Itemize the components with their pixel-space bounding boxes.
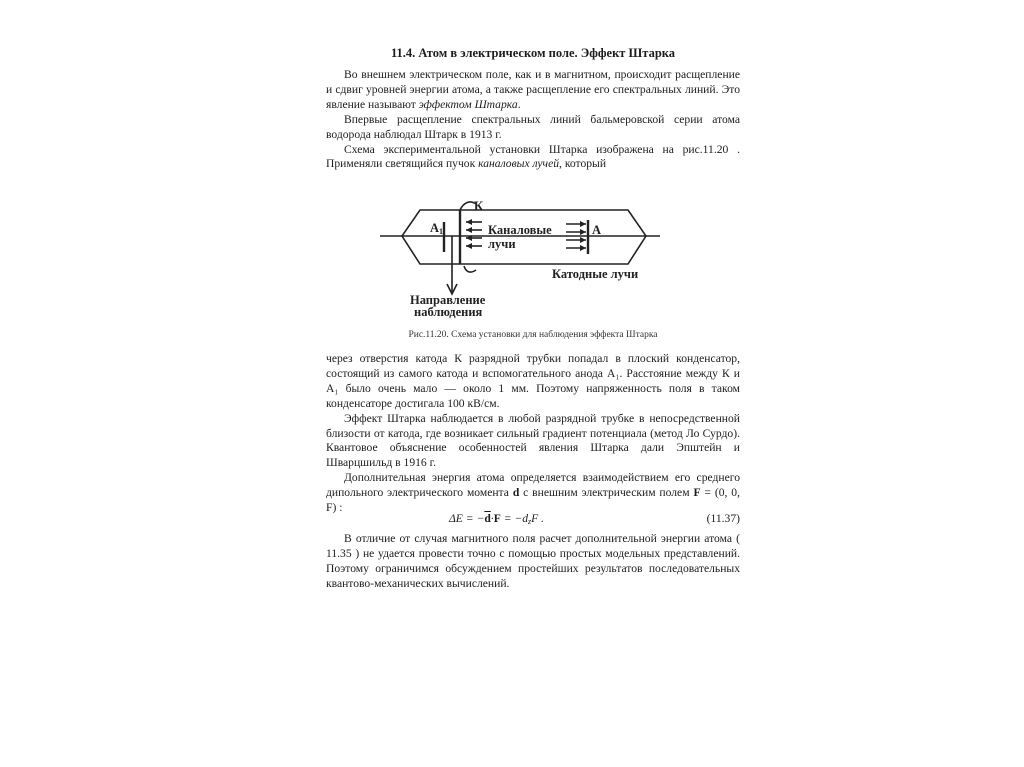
figure-caption: Рис.11.20. Схема установки для наблюдения эффекта Штарка [408, 330, 658, 340]
paragraph-2: Впервые расщепление спектральных линий бальмеровской серии атома водорода наблюдал Штарк в 1913 г. [326, 112, 740, 141]
label-cathode-rays: Катодные лучи [552, 267, 639, 281]
intro-text [326, 68, 740, 172]
label-k: К [474, 199, 484, 213]
label-canal-rays-2: лучи [488, 237, 516, 251]
label-canal-rays-1: Каналовые [488, 223, 552, 237]
equation-11-37 [326, 512, 740, 528]
paragraph-7: В отличие от случая магнитного поля расчет дополнительной энергии атома ( 11.35 ) не удается провести точно с помощью простых модельных представлений. Поэтому ограничимся обсуждением простейших результатов последовательных квантово-механических вычислений. [326, 532, 740, 590]
section-heading: 11.4. Атом в электрическом поле. Эффект Штарка [390, 46, 676, 60]
body-text [326, 352, 740, 516]
closing-text [326, 532, 740, 592]
paragraph-4: через отверстия катода К разрядной трубки попадал в плоский конденсатор, состоящий из самого катода и вспомогательного анода A₁. Расстояние между К и A₁ было очень мало — около 1 мм. Поэтому напряженность поля в таком конденсаторе достигала 100 кВ/см. [326, 352, 740, 410]
label-direction-1: Направление [410, 293, 486, 307]
paragraph-1: Во внешнем электрическом поле, как и в магнитном, происходит расщепление и сдвиг уровней энергии атома, а также расщепление его спектральных линий. Это явление называют эффектом Штарка. [326, 68, 740, 111]
equation-expression: $\Delta E = -\overline{d}\cdot F = -d_zF$ . [449, 512, 545, 526]
label-a: A [592, 223, 602, 237]
label-direction-2: наблюдения [414, 305, 483, 319]
paragraph-3: Схема экспериментальной установки Штарка изображена на рис.11.20 . Применяли светящийся пучок каналовых лучей, который [326, 142, 740, 171]
equation-number: (11.37) [706, 512, 740, 525]
stark-apparatus-figure [380, 196, 660, 331]
paragraph-5: Эффект Штарка наблюдается в любой разрядной трубке в непосредственной близости от катода, где возникает сильный градиент потенциала (метод Ло Сурдо). Квантовое объяснение особенностей явления Штарка дали Эпштейн и Шварцшильд в 1916 г. [326, 411, 740, 470]
cathode-lead-bottom [464, 266, 476, 272]
paragraph-6: Дополнительная энергия атома определяется взаимодействием его среднего дипольного электрического момента d с внешним электрическим полем F = (0, 0, F) : [326, 471, 740, 515]
label-a1: $A_1$ [430, 221, 444, 236]
